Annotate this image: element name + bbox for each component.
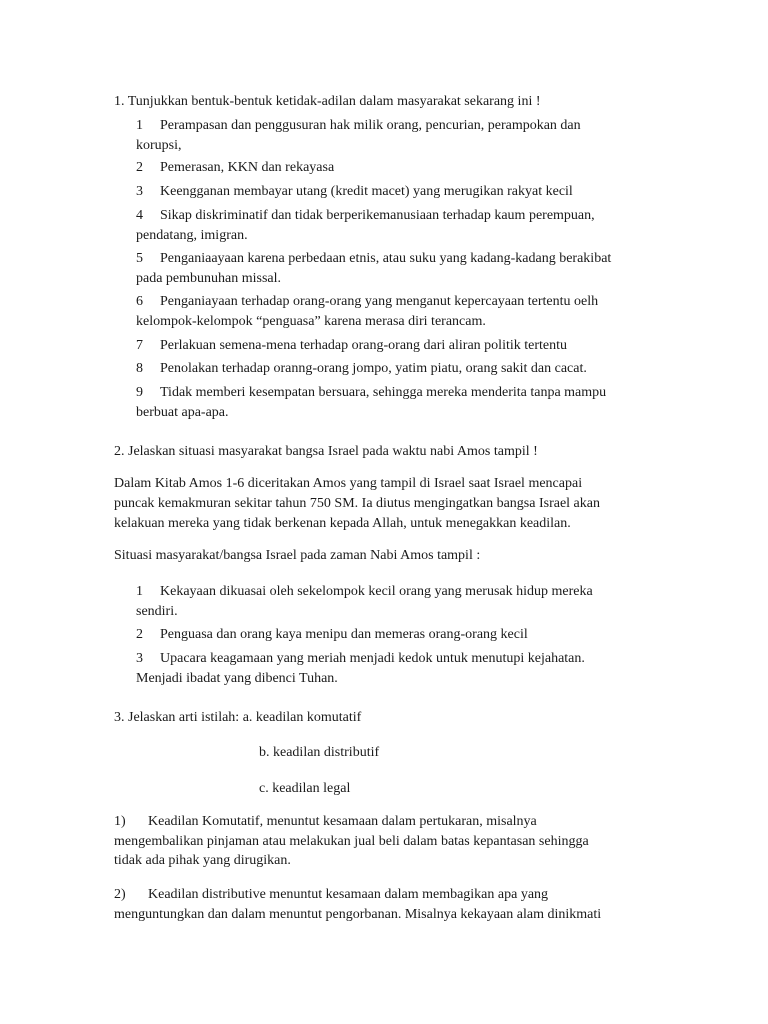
q2-item-1-text: Kekayaan dikuasai oleh sekelompok kecil orang yang merusak hidup mereka [160,584,593,599]
q1-item-5-text-cont: pada pembunuhan missal. [136,271,282,286]
q2-item-2-text: Penguasa dan orang kaya menipu dan memeras orang-orang kecil [160,627,528,642]
q1-item-6-text-cont: kelompok-kelompok “penguasa” karena merasa diri terancam. [136,314,486,329]
question-3-sub-c: c. keadilan legal [259,781,351,796]
q1-item-9-text: Tidak memberi kesempatan bersuara, sehingga mereka menderita tanpa mampu [160,385,607,400]
q1-item-4-text: Sikap diskriminatif dan tidak berperikemanusiaan terhadap kaum perempuan, [160,208,595,223]
q3-answer-1-number: 1) [114,814,126,829]
q1-item-7-text: Perlakuan semena-mena terhadap orang-orang dari aliran politik tertentu [160,338,567,353]
q2-item-1-number: 1 [136,584,143,599]
q1-item-5-number: 5 [136,251,143,266]
q1-item-1-text-cont: korupsi, [136,138,182,153]
q1-item-1-number: 1 [136,118,143,133]
q2-item-3-number: 3 [136,651,143,666]
q1-item-4-number: 4 [136,208,143,223]
q2-item-3-text: Upacara keagamaan yang meriah menjadi kedok untuk menutupi kejahatan. [160,651,585,666]
question-1-title: 1. Tunjukkan bentuk-bentuk ketidak-adilan dalam masyarakat sekarang ini ! [114,94,541,109]
q1-item-6-number: 6 [136,294,143,309]
q1-item-4-text-cont: pendatang, imigran. [136,228,248,243]
q1-item-9-number: 9 [136,385,143,400]
q2-situasi-label: Situasi masyarakat/bangsa Israel pada zaman Nabi Amos tampil : [114,548,481,563]
question-3-title: 3. Jelaskan arti istilah: a. keadilan komutatif [114,710,362,725]
q1-item-8-number: 8 [136,361,143,376]
q2-item-2-number: 2 [136,627,143,642]
question-2-title: 2. Jelaskan situasi masyarakat bangsa Israel pada waktu nabi Amos tampil ! [114,444,538,459]
q3-answer-2-line-1: Keadilan distributive menuntut kesamaan dalam membagikan apa yang [148,887,549,902]
q3-answer-1-line-1: Keadilan Komutatif, menuntut kesamaan dalam pertukaran, misalnya [148,814,537,829]
q1-item-2-number: 2 [136,160,143,175]
q2-item-1-text-cont: sendiri. [136,604,178,619]
q1-item-9-text-cont: berbuat apa-apa. [136,405,229,420]
question-3-sub-b: b. keadilan distributif [259,745,380,760]
q1-item-3-number: 3 [136,184,143,199]
q2-paragraph-line-2: puncak kemakmuran sekitar tahun 750 SM. Ia diutus mengingatkan bangsa Israel akan [114,496,600,511]
q3-answer-1-line-2: mengembalikan pinjaman atau melakukan jual beli dalam batas kepantasan sehingga [114,834,589,849]
q1-item-5-text: Penganiaayaan karena perbedaan etnis, atau suku yang kadang-kadang berakibat [160,251,612,266]
q1-item-1-text: Perampasan dan penggusuran hak milik orang, pencurian, perampokan dan [160,118,581,133]
q2-paragraph-line-3: kelakuan mereka yang tidak berkenan kepada Allah, untuk menegakkan keadilan. [114,516,571,531]
q3-answer-2-line-2: menguntungkan dan dalam menuntut pengorbanan. Misalnya kekayaan alam dinikmati [114,907,602,922]
q3-answer-2-number: 2) [114,887,126,902]
q1-item-2-text: Pemerasan, KKN dan rekayasa [160,160,335,175]
q1-item-6-text: Penganiayaan terhadap orang-orang yang menganut kepercayaan tertentu oelh [160,294,599,309]
q2-paragraph-line-1: Dalam Kitab Amos 1-6 diceritakan Amos yang tampil di Israel saat Israel mencapai [114,476,583,491]
q1-item-3-text: Keengganan membayar utang (kredit macet) yang merugikan rakyat kecil [160,184,573,199]
q1-item-8-text: Penolakan terhadap oranng-orang jompo, yatim piatu, orang sakit dan cacat. [160,361,587,376]
q2-item-3-text-cont: Menjadi ibadat yang dibenci Tuhan. [136,671,338,686]
q3-answer-1-line-3: tidak ada pihak yang dirugikan. [114,853,291,868]
q1-item-7-number: 7 [136,338,143,353]
